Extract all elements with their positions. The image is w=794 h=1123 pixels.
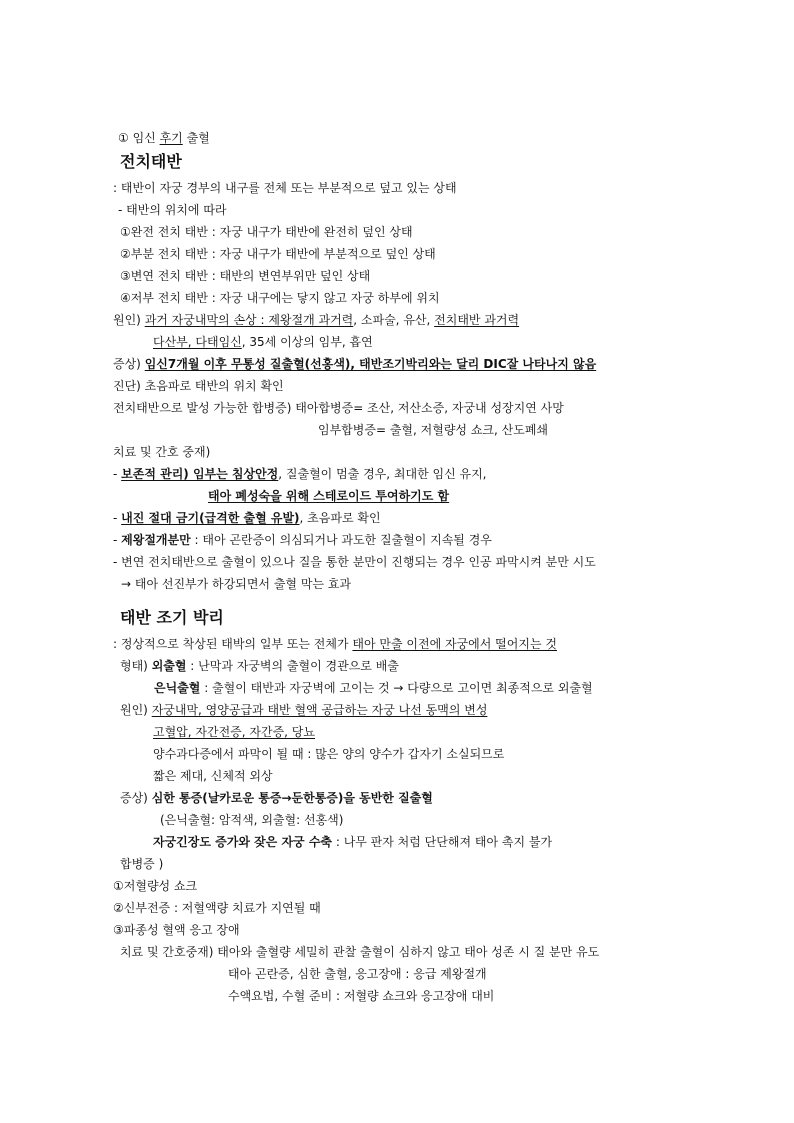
- cause-line: 원인) 자궁내막, 영양공급과 태반 혈액 공급하는 자궁 나선 동맥의 변성: [120, 703, 488, 717]
- treatment-line: 수액요법, 수혈 준비 : 저혈량 쇼크와 응고장애 대비: [228, 989, 495, 1003]
- heading-placenta-previa: 전치태반: [120, 152, 182, 171]
- symptom-line: 증상) 임신7개월 이후 무통성 질출혈(선홍색), 태반조기박리와는 달리 DIC잘 나타나지 않음: [113, 357, 597, 371]
- cause-line: 다산부, 다태임신, 35세 이상의 임부, 흡연: [153, 335, 373, 349]
- complication-label: 합병증 ): [120, 857, 164, 871]
- diagnosis-line: 진단) 초음파로 태반의 위치 확인: [113, 379, 284, 393]
- complication-line: 임부합병증= 출혈, 저혈량성 쇼크, 산도폐쇄: [318, 423, 549, 437]
- treatment-item: → 태아 선진부가 하강되면서 출혈 막는 효과: [121, 577, 352, 591]
- cause-line: 양수과다증에서 파막이 될 때 : 많은 양의 양수가 갑자기 소실되므로: [153, 747, 505, 761]
- treatment-item: - 제왕절개분만 : 태아 곤란증이 의심되거나 과도한 질출혈이 지속될 경우: [113, 533, 492, 547]
- cause-line: 원인) 과거 자궁내막의 손상 : 제왕절개 과거력, 소파술, 유산, 전치태반 과거력: [113, 313, 520, 327]
- cause-line: 짧은 제대, 신체적 외상: [153, 769, 273, 783]
- type-item: ②부분 전치 태반 : 자궁 내구가 태반에 부분적으로 덮인 상태: [120, 247, 436, 261]
- treatment-item: - 내진 절대 금기(급격한 출혈 유발), 초음파로 확인: [113, 511, 381, 525]
- type-item: ①완전 전치 태반 : 자궁 내구가 태반에 완전히 덮인 상태: [120, 225, 413, 239]
- heading-placental-abruption: 태반 조기 박리: [120, 608, 224, 627]
- treatment-item: - 변연 전치태반으로 출혈이 있으나 질을 통한 분만이 진행되는 경우 인공 파막시켜 분만 시도: [113, 555, 596, 569]
- complication-item: ③파종성 혈액 응고 장애: [113, 923, 240, 937]
- symptom-line: 자궁긴장도 증가와 잦은 자궁 수축 : 나무 판자 처럼 단단해져 태아 촉지 불가: [153, 835, 553, 849]
- treatment-item: 태아 폐성숙을 위해 스테로이드 투여하기도 함: [208, 489, 450, 503]
- form-line: 형태) 외출혈 : 난막과 자궁벽의 출혈이 경관으로 배출: [120, 659, 399, 673]
- treatment-line: 태아 곤란증, 심한 출혈, 응고장애 : 응급 제왕절개: [228, 967, 487, 981]
- type-item: ④저부 전치 태반 : 자궁 내구에는 닿지 않고 자궁 하부에 위치: [120, 291, 440, 305]
- treatment-line: 치료 및 간호중재) 태아와 출혈량 세밀히 관찰 출혈이 심하지 않고 태아 성존 시 질 분만 유도: [120, 945, 600, 959]
- form-line: 은닉출혈 : 출혈이 태반과 자궁벽에 고이는 것 → 다량으로 고이면 최종적으로 외출혈: [154, 681, 593, 695]
- definition: : 태반이 자궁 경부의 내구를 전체 또는 부분적으로 덮고 있는 상태: [113, 181, 457, 195]
- type-item: ③변연 전치 태반 : 태반의 변연부위만 덮인 상태: [120, 269, 371, 283]
- topic-line: ① 임신 후기 출혈: [118, 131, 210, 145]
- treatment-item: - 보존적 관리) 임부는 침상안정, 질출혈이 멈출 경우, 최대한 임신 유지,: [113, 467, 487, 481]
- cause-line: 고혈압, 자간전증, 자간증, 당뇨: [153, 725, 315, 739]
- definition: : 정상적으로 착상된 태박의 일부 또는 전체가 태아 만출 이전에 자궁에서 떨어지는 것: [113, 637, 557, 651]
- complication-line: 전치태반으로 발성 가능한 합병증) 태아합병증= 조산, 저산소증, 자궁내 성장지연 사망: [113, 401, 564, 415]
- complication-item: ②신부전증 : 저혈액량 치료가 지연될 때: [113, 901, 321, 915]
- complication-item: ①저혈량성 쇼크: [113, 879, 198, 893]
- treatment-label: 치료 및 간호 중재): [113, 445, 211, 459]
- symptom-line: (은닉출혈: 암적색, 외출혈: 선홍색): [160, 813, 344, 827]
- subheading: - 태반의 위치에 따라: [118, 203, 227, 217]
- symptom-line: 증상) 심한 통증(날카로운 통증→둔한통증)을 동반한 질출혈: [120, 791, 433, 805]
